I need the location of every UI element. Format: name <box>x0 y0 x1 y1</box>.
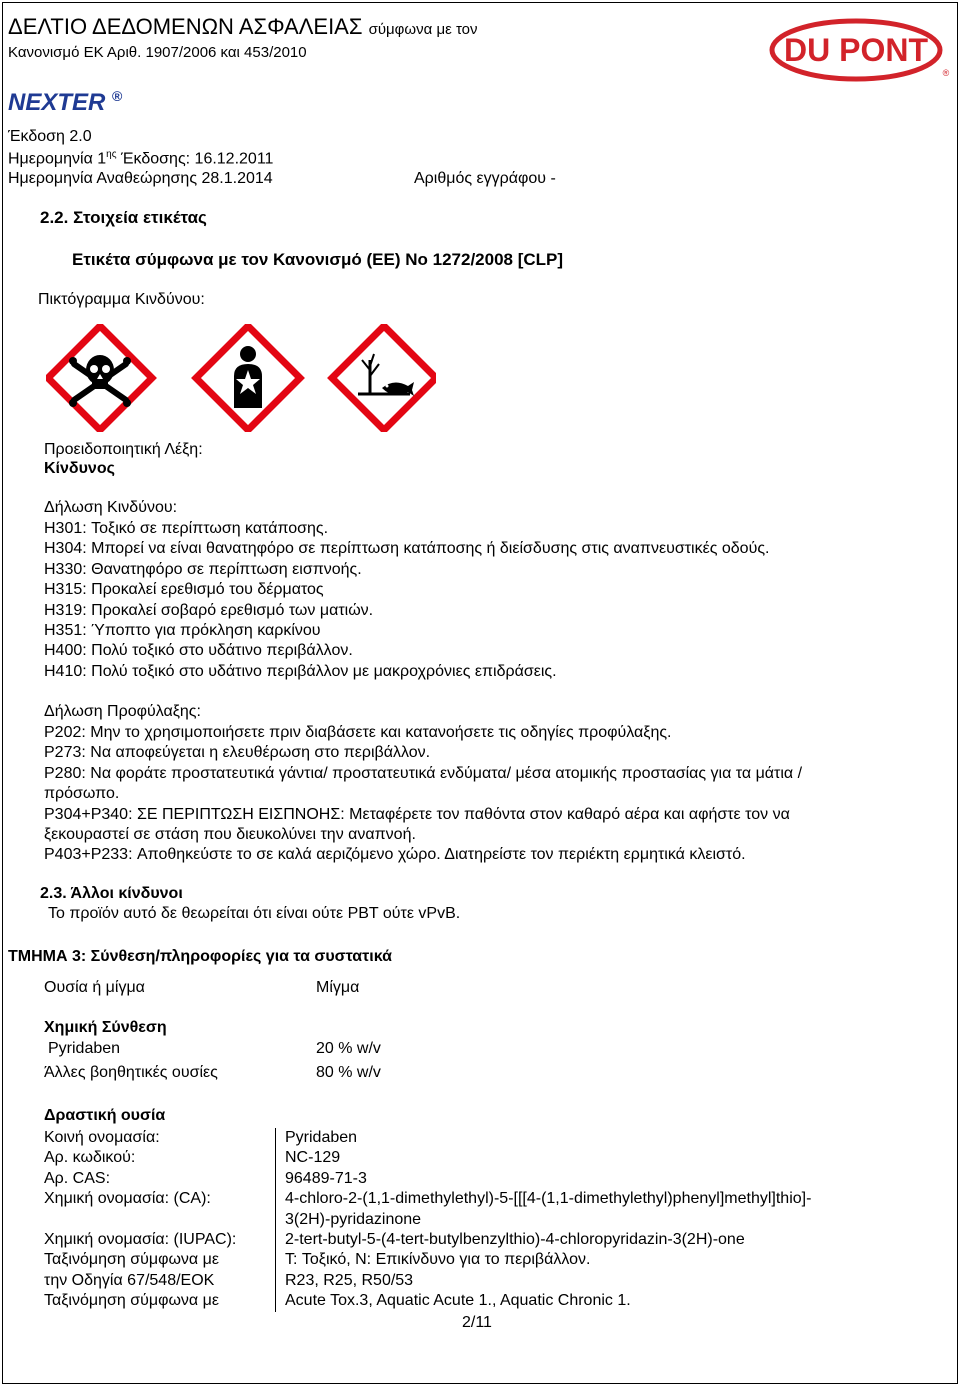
document-number: Αριθμός εγγράφου - <box>414 170 556 187</box>
precautionary-statements <box>44 723 802 866</box>
section-3-heading: ΤΜΗΜΑ 3: Σύνθεση/πληροφορίες για τα συστατικά <box>8 948 392 965</box>
active-substance-heading: Δραστική ουσία <box>44 1107 166 1124</box>
section-2-3-heading: 2.3. Άλλοι κίνδυνοι <box>40 885 183 902</box>
hazard-pictograms <box>46 324 436 432</box>
composition-value: 20 % w/v <box>316 1040 381 1057</box>
precaution-line: P280: Να φοράτε προστατευτικά γάντια/ προστατευτικά ενδύματα/ μέσα ατομικής προστασίας για τα μάτια / <box>44 764 803 782</box>
pictogram-label: Πικτόγραμμα Κινδύνου: <box>38 291 205 308</box>
field-value: 4-chloro-2-(1,1-dimethylethyl)-5-[[[4-(1,1-dimethylethyl)phenyl]methyl]thio]- <box>285 1190 812 1208</box>
hazard-statement: H330: Θανατηφόρο σε περίπτωση εισπνοής. <box>44 560 362 578</box>
product-name: NEXTER ® <box>8 88 123 116</box>
field-label: Ταξινόμηση σύμφωνα με <box>44 1251 219 1269</box>
hazard-statements <box>44 519 769 682</box>
field-value: 2-tert-butyl-5-(4-tert-butylbenzylthio)-4-chloropyridazin-3(2H)-one <box>285 1231 745 1249</box>
logo-text: DU PONT <box>784 32 928 68</box>
field-label: Αρ. CAS: <box>44 1169 111 1187</box>
composition-name: Άλλες βοηθητικές ουσίες <box>44 1064 218 1081</box>
composition-name: Pyridaben <box>48 1040 121 1057</box>
hazard-statement: H315: Προκαλεί ερεθισμό του δέρματος <box>44 581 324 599</box>
field-value: T: Τοξικό, N: Επικίνδυνο για το περιβάλλον. <box>285 1251 591 1269</box>
revision-date: Ημερομηνία Αναθεώρησης 28.1.2014 <box>8 170 273 187</box>
field-value: 96489-71-3 <box>285 1169 367 1187</box>
active-substance-labels <box>44 1128 236 1312</box>
field-label: την Οδηγία 67/548/ΕΟΚ <box>44 1271 215 1289</box>
field-label: Αρ. κωδικού: <box>44 1149 136 1167</box>
hazard-statements-label: Δήλωση Κινδύνου: <box>44 499 178 516</box>
page-number: 2/11 <box>462 1314 492 1331</box>
composition-heading: Χημική Σύνθεση <box>44 1019 167 1036</box>
precaution-line: P202: Μην το χρησιμοποιήσετε πριν διαβάσετε και κατανοήσετε τις οδηγίες προφύλαξης. <box>44 724 672 741</box>
first-issue-date: Ημερομηνία $1^{\eta\varsigma}$ Έκδοσης: 16.12.2011 <box>8 149 274 168</box>
composition-value: 80 % w/v <box>316 1064 381 1081</box>
field-label: Κοινή ονομασία: <box>44 1129 160 1146</box>
hazard-statement: H351: Ύποπτο για πρόκληση καρκίνου <box>44 622 321 640</box>
field-value: R23, R25, R50/53 <box>285 1271 414 1289</box>
field-label: Χημική ονομασία: (IUPAC): <box>44 1231 237 1249</box>
signal-word-label: Προειδοποιητική Λέξη: <box>44 441 203 458</box>
hazard-statement: H301: Τοξικό σε περίπτωση κατάποσης. <box>44 520 329 537</box>
health-hazard-icon <box>196 326 300 430</box>
precaution-line: πρόσωπο. <box>44 785 120 803</box>
field-value: NC-129 <box>285 1149 341 1167</box>
hazard-statement: H410: Πολύ τοξικό στο υδάτινο περιβάλλον με μακροχρόνιες επιδράσεις. <box>44 662 557 680</box>
field-label <box>44 1210 236 1230</box>
active-substance-values <box>285 1128 811 1312</box>
field-value: 3(2H)-pyridazinone <box>285 1210 422 1228</box>
regulation-reference: Κανονισμό ΕΚ Αριθ. 1907/2006 και 453/2010 <box>8 44 307 61</box>
hazard-statement: H304: Μπορεί να είναι θανατηφόρο σε περίπτωση κατάποσης ή διείσδυσης στις αναπνευστικές οδούς. <box>44 540 770 558</box>
field-value: Acute Tox.3, Aquatic Acute 1., Aquatic Chronic 1. <box>285 1292 631 1310</box>
edition: Έκδοση 2.0 <box>8 128 92 145</box>
precaution-label: Δήλωση Προφύλαξης: <box>44 703 201 720</box>
precaution-line: P403+P233: Αποθηκεύστε το σε καλά αεριζόμενο χώρο. Διατηρείστε τον περιέκτη ερμητικά κλειστό. <box>44 846 746 864</box>
environment-icon <box>332 326 436 430</box>
skull-crossbones-icon <box>48 326 152 430</box>
field-value: Pyridaben <box>285 1129 358 1146</box>
column-divider <box>275 1128 276 1312</box>
precaution-line: P273: Να αποφεύγεται η ελευθέρωση στο περιβάλλον. <box>44 744 431 762</box>
substance-value: Μίγμα <box>316 979 360 996</box>
signal-word: Κίνδυνος <box>44 460 115 477</box>
clp-heading: Ετικέτα σύμφωνα με τον Κανονισμό (ΕΕ) No 1272/2008 [CLP] <box>72 250 564 269</box>
precaution-line: ξεκουραστεί σε στάση που διευκολύνει την αναπνοή. <box>44 826 416 844</box>
hazard-statement: H319: Προκαλεί σοβαρό ερεθισμό των ματιών. <box>44 601 374 619</box>
precaution-line: P304+P340: ΣΕ ΠΕΡΙΠΤΩΣΗ ΕΙΣΠΝΟΗΣ: Μεταφέρετε τον παθόντα στον καθαρό αέρα και αφήστε τον να <box>44 805 790 823</box>
field-label: Χημική ονομασία: (CA): <box>44 1190 211 1208</box>
field-label: Ταξινόμηση σύμφωνα με <box>44 1292 219 1310</box>
svg-text:®: ® <box>942 68 950 78</box>
pbt-statement: Το προϊόν αυτό δε θεωρείται ότι είναι ούτε PBT ούτε vPvB. <box>48 905 461 922</box>
section-2-2-heading: 2.2. Στοιχεία ετικέτας <box>40 208 207 227</box>
hazard-statement: H400: Πολύ τοξικό στο υδάτινο περιβάλλον. <box>44 642 353 660</box>
document-title: ΔΕΛΤΙΟ ΔΕΔΟΜΕΝΩΝ ΑΣΦΑΛΕΙΑΣ σύμφωνα με τον <box>8 14 478 39</box>
dupont-logo <box>768 18 952 82</box>
substance-label: Ουσία ή μίγμα <box>44 979 145 996</box>
